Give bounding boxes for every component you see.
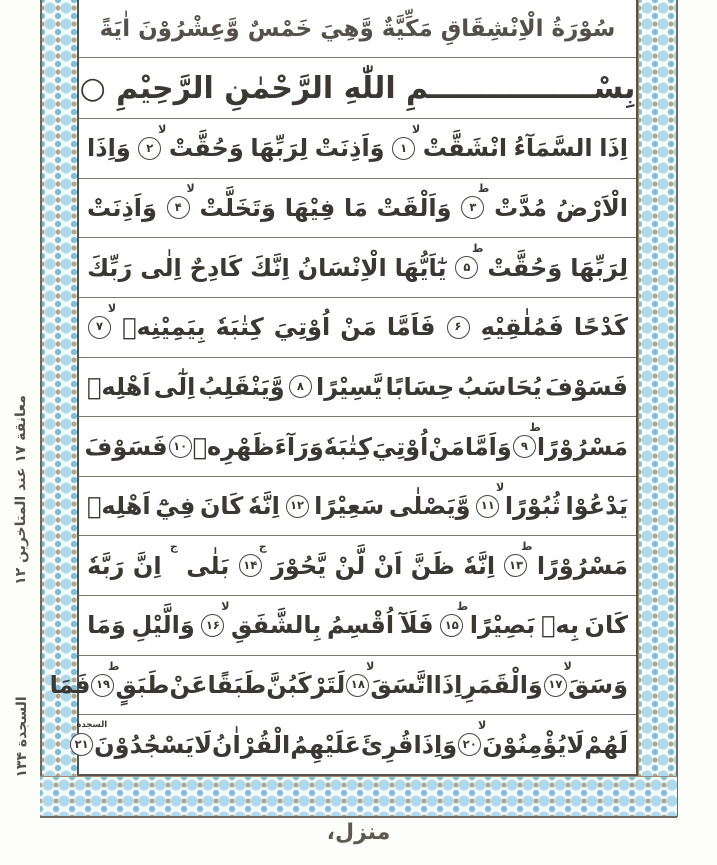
waqf-mark: ط [108,659,120,673]
word: السَّمَآءُ [513,134,593,163]
quran-line [79,119,636,179]
ayah-end-marker [440,599,469,637]
waqf-mark: السجدة [76,720,108,731]
quran-line [49,656,636,716]
word: ظَهْرِهٖ [192,432,275,461]
word: مَا [343,193,368,222]
ayah-number: ۸ [289,375,312,398]
word: اِلٰى [140,253,182,282]
word: وَّيَنْقَلِبُ [198,372,285,401]
ayah-end-marker [138,122,167,160]
word: كَادِحٌ [189,253,243,282]
ayah-end-marker [504,540,533,577]
word: حِسَابًا [385,372,455,401]
waqf-mark: ط [529,421,541,435]
ayah-number: ۱۰ [169,435,192,458]
word: مَنْ [340,313,377,342]
word: اتَّسَقَ [370,671,434,700]
ayah-number: ۴ [167,196,190,219]
word: عَنْ [169,671,208,700]
ayah-end-marker [201,599,230,637]
waqf-mark: ط [477,182,490,196]
word: اِذَا [433,671,463,700]
word: اِذَا [599,134,628,163]
word: رَبَّهٗ [87,551,125,580]
margin-note-sajdah: السجدة ۱۳۴ [14,696,30,778]
ayah-end-marker [289,375,312,398]
ayah-number: ۲۱ [70,733,93,756]
margin-note-muanaqah: معانقة ۱۷ عند المتاخرین ۱۲ [13,395,29,585]
manzil-label: منزل، [326,820,391,845]
ayah-end-marker [476,480,505,518]
ayah-number: ۱۷ [544,674,567,697]
word: فَسَوْفَ [84,432,168,461]
ayah-end-marker [455,242,484,279]
waqf-mark: لا [186,182,195,196]
surah-title: سُوْرَةُ الْاِنْشِقَاقِ مَكِّيَّةٌ وَّهِيَ خَمْسٌ وَّعِشْرُوْنَ اٰيَةً [79,0,636,58]
word: مَسْرُوْرًا [536,551,628,580]
word: الْقُرْاٰنُ [212,730,291,759]
waqf-mark: لا [221,599,230,613]
ornament-border-bottom [40,776,677,818]
word: لَا [566,730,585,759]
word: وَاِذَا [413,730,458,759]
quran-lines [49,119,636,774]
word: اِنَّ [132,551,162,580]
waqf-mark: لا [563,659,572,673]
word: ثُبُوْرًا [504,492,561,521]
word: مُدَّتْ [494,193,547,222]
word: لَّنْ [334,551,366,580]
ayah-end-marker [88,301,117,339]
ayah-end-marker [91,659,120,697]
word: وَسَقَ [567,671,628,700]
word: اُقْسِمُ [326,611,395,640]
word: لَا [194,730,213,759]
word: وَالْقَمَرِ [462,671,543,700]
word: بَصِيْرًا [469,611,536,640]
ayah-number: ۵ [455,256,478,279]
waqf-mark: ج [169,540,178,554]
word: بِالشَّفَقِ [230,611,322,640]
word: فَاَمَّا [386,313,436,342]
word: طَبَقٍ [115,671,170,700]
word: كَانَ [199,492,244,521]
quran-line [79,298,636,358]
waqf-mark: ط [456,599,469,613]
word: اَهْلِهٖ [87,372,151,401]
ayah-number: ۱۹ [91,674,114,697]
ayah-number: ۹ [513,435,536,458]
ayah-end-marker [392,122,421,160]
ayah-number: ۳ [461,196,484,219]
ayah-end-marker [239,540,267,577]
ayah-number: ۷ [88,316,111,339]
word: يَسْجُدُوْنَ [94,730,195,759]
word: وَاَذِنَتْ [87,193,157,222]
word: عَلَيْهِمُ [290,730,361,759]
waqf-mark: لا [366,659,375,673]
waqf-mark: لا [158,122,167,136]
word: فَمُلٰقِيْهِ [480,313,564,342]
word: لِرَبِّهَا [250,134,309,163]
word: وَحُقَّتْ [487,253,563,282]
word: وَتَخَلَّتْ [199,193,276,222]
word: اِنَّهٗ [463,551,496,580]
ayah-end-marker [513,421,541,458]
word: بِهٖ [541,611,579,640]
quran-line [79,238,636,298]
word: وَرَآءَ [274,432,324,461]
quran-line [79,179,636,239]
word: وَالَّيْلِ [131,611,195,640]
word: وَّيَصْلٰى [388,492,471,521]
word: الْاِنْسَانُ [297,253,387,282]
word: بِيَمِيْنِهٖ [122,313,206,342]
word: مَسْرُوْرًا [536,432,628,461]
ayah-number: ۱۲ [286,495,309,518]
word: يَدْعُوْا [565,492,628,521]
ayah-end-marker [70,720,108,756]
quran-line [79,358,636,418]
quran-line [74,715,636,774]
word: يَّسِيْرًا [315,372,383,401]
word: وَاَلْقَتْ [376,193,452,222]
word: لِرَبِّهَا [570,253,628,282]
text-panel [49,0,638,776]
ayah-number: ۱۸ [346,674,369,697]
word: وَمَا [87,611,126,640]
waqf-mark: ط [472,242,484,256]
ayah-number: ۲ [138,137,161,160]
word: اَنْ [373,551,403,580]
word: فَمَا [49,671,91,700]
waqf-mark: لا [496,480,505,494]
word: يُؤْمِنُوْنَ [482,730,567,759]
ayah-number: ۲۰ [458,733,481,756]
ayah-end-marker [169,435,192,458]
word: بَلٰى [186,551,230,580]
ayah-end-marker [346,659,375,697]
ayah-end-marker [286,495,309,518]
waqf-mark: ج [258,540,267,554]
word: مَنْ [428,432,465,461]
word: يَّحُوْرَ [271,551,327,580]
word: اِنَّهٗ [248,492,280,521]
waqf-mark: لا [107,301,117,315]
ayah-number: ۱ [392,137,415,160]
word: قُرِئَ [360,730,414,759]
ayah-end-marker [167,182,195,219]
word: اَهْلِهٖ [87,492,151,521]
word: لَتَرْكَبُنَّ [266,671,346,700]
ayah-number: ۱۴ [239,554,262,577]
word: اُوْتِيَ [371,432,429,461]
word: الْاَرْضُ [555,193,628,222]
word: اُوْتِيَ [273,313,331,342]
quran-line [79,536,636,596]
bismillah-line: بِسْــــــــــــــــمِ اللّٰهِ الرَّحْمٰنِ الرَّحِيْمِ ○ [79,58,636,119]
ayah-end-marker [458,719,487,756]
word: سَعِيْرًا [314,492,385,521]
ayah-number: ۱۳ [504,554,527,577]
word: فِيْٓ [155,492,196,521]
word: طَبَقًا [207,671,267,700]
waqf-mark: ط [521,540,533,554]
word: يٰٓاَيُّهَا [394,253,447,282]
quran-line [79,477,636,537]
ayah-number: ۱۶ [201,614,224,637]
quran-line [79,596,636,656]
word: انْشَقَّتْ [422,134,508,163]
waqf-mark: لا [477,719,487,733]
word: فِيْهَا [284,193,336,222]
word: فَسَوْفَ [544,372,628,401]
word: رَبِّكَ [87,253,133,282]
ayah-number: ۱۵ [440,614,463,637]
ayah-number: ۱۱ [476,495,499,518]
quran-line [79,417,636,477]
word: وَاِذَا [87,134,131,163]
ayah-end-marker [461,182,490,219]
word: كَانَ [584,611,628,640]
word: اِلٰٓى [153,372,196,401]
ornament-border-right [638,0,678,817]
ayah-end-marker [447,316,470,339]
word: كِتٰبَهٗ [323,432,372,461]
word: يُحَاسَبُ [457,372,542,401]
ayah-number: ۶ [447,316,470,339]
word: لَهُمْ [584,730,628,759]
word: كِتٰبَهٗ [215,313,264,342]
word: وَاَذِنَتْ [314,134,385,163]
waqf-mark: لا [411,122,421,136]
word: وَاَمَّا [464,432,512,461]
word: وَحُقَّتْ [168,134,244,163]
word: ظَنَّ [410,551,455,580]
word: فَلَآ [399,611,434,640]
word: اِنَّكَ [250,253,290,282]
ayah-end-marker [544,659,572,697]
word: كَدْحًا [573,313,628,342]
